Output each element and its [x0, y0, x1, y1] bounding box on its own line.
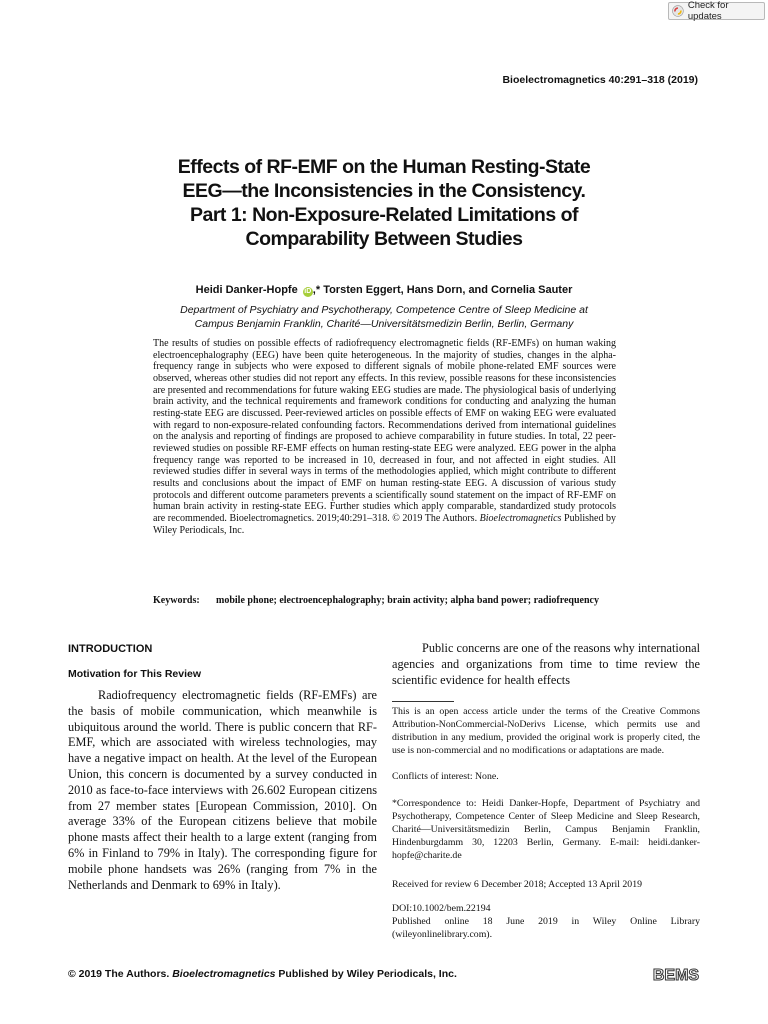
footer-journal: Bioelectromagnetics [172, 968, 276, 980]
title-line: Effects of RF-EMF on the Human Resting-State [177, 156, 591, 178]
bems-logo-text: BEMS [652, 967, 700, 984]
footer-suffix: Published by Wiley Periodicals, Inc. [275, 968, 457, 980]
keywords-text: mobile phone; electroencephalography; brain activity; alpha band power; radiofrequency [216, 595, 599, 606]
title-line: Comparability Between Studies [245, 228, 523, 250]
bems-logo [650, 962, 702, 986]
author-mark: ,* [312, 284, 321, 296]
published-line: Published online 18 June 2019 in Wiley Online Library (wileyonlinelibrary.com). [392, 916, 700, 940]
affiliation-line: Department of Psychiatry and Psychotherapy, Competence Centre of Sleep Medicine at [180, 304, 588, 316]
article-title [140, 155, 628, 251]
check-for-updates-label: Check for updates [687, 0, 729, 22]
received-note: Received for review 6 December 2018; Accepted 13 April 2019 [392, 879, 643, 890]
subsection-heading-motivation: Motivation for This Review [68, 668, 202, 680]
orcid-icon[interactable]: iD [304, 288, 312, 295]
conflicts-note: Conflicts of interest: None. [392, 771, 499, 782]
body-paragraph-left: Radiofrequency electromagnetic fields (RF-EMFs) are the basis of mobile communication, which meanwhile is ubiquitous around the world. There is public concern that RF-EMF, which are associated with wireless technologies, may have a negative impact on health. At the level of the European Union, this concern is documented by a survey conducted in 2010 as face-to-face interviews with 26.602 European citizens from 27 member states [European Commission, 2010]. On average 33% of the European citizens believe that mobile phone masts affect their health to a large extent (ranging from 6% in Finland to 79% in Italy). The corresponding figure for mobile phone handsets was 26% (ranging from 7% in the Netherlands and Denmark to 69% in Italy). [68, 688, 377, 892]
abstract-journal: Bioelectromagnetics [479, 512, 562, 524]
keywords-label: Keywords: [153, 595, 200, 606]
open-access-note: This is an open access article under the terms of the Creative Commons Attribution-NonCommercial-NoDerivs License, which permits use and distribution in any medium, provided the original work is properly cited, the use is non-commercial and no modifications or adaptations are made. [392, 706, 700, 756]
abstract-body: The results of studies on possible effects of radiofrequency electromagnetic fields (RF-EMFs) on human waking electroencephalography (EEG) have been quite heterogeneous. In the majority of studies, changes in the alpha-frequency range in subjects who were exposed to different signals of mobile phone-related EMF sources were observed, whereas other studies did not report any effects. In this review, possible reasons for these inconsistencies are presented and recommendations for future waking EEG studies are made. The physiological basis of underlying brain activity, and the technical requirements and framework conditions for conducting and analyzing the human resting-state EEG are discussed. Peer-reviewed articles on possible effects of EMF on waking EEG were evaluated with regard to non-exposure-related confounding factors. Recommendations derived from international guidelines on the analysis and reporting of findings are proposed to achieve comparability in future studies. In total, 22 peer-reviewed studies on possible RF-EMF effects on human resting-state EEG were analyzed. EEG power in the alpha frequency range was reported to be increased in 10, decreased in four, and not affected in eight studies. All reviewed studies differ in several ways in terms of the methodologies applied, which might contribute to different results and conclusions about the impact of EMF on human resting-state EEG. A discussion of various study protocols and different outcome parameters prevents a scientifically sound statement on the impact of RF-EMF on human brain activity in resting-state EEG. Further studies which apply comparable, standardized study protocols are recommended. Bioelectromagnetics. 2019;40:291–318. © 2019 The Authors. [153, 338, 617, 524]
section-heading-introduction: INTRODUCTION [68, 643, 153, 655]
journal-citation: Bioelectromagnetics 40:291–318 (2019) [502, 74, 698, 86]
author-name: Heidi Danker-Hopfe [195, 284, 298, 296]
title-line: EEG—the Inconsistencies in the Consistency. [182, 180, 586, 202]
doi-block [392, 902, 700, 941]
author-names-rest: Torsten Eggert, Hans Dorn, and Cornelia Sauter [323, 284, 573, 296]
author-list [120, 284, 648, 297]
keywords [153, 595, 616, 608]
footer-prefix: © 2019 The Authors. [68, 968, 173, 980]
copyright-footer [68, 968, 457, 980]
abstract [153, 338, 616, 536]
check-for-updates-button[interactable] [668, 2, 765, 20]
footnote-divider [392, 701, 454, 702]
update-badge-icon [672, 5, 684, 17]
doi-line: DOI:10.1002/bem.22194 [392, 903, 491, 914]
correspondence-note: *Correspondence to: Heidi Danker-Hopfe, Department of Psychiatry and Psychotherapy, Competence Center of Sleep Medicine and Sleep Research, Charité—Universitätsmedizin Berlin, Campus Benjamin Franklin, Hindenburgdamm 30, 12203 Berlin, Germany. E-mail: heidi.danker-hopfe@charite.de [392, 798, 700, 861]
title-line: Part 1: Non-Exposure-Related Limitations of [189, 204, 579, 226]
affiliation-line: Campus Benjamin Franklin, Charité—Universitätsmedizin Berlin, Berlin, Germany [194, 318, 574, 330]
affiliation [120, 303, 648, 331]
abstract-tail: Published by Wiley Periodicals, Inc. [153, 512, 616, 536]
body-paragraph-right: Public concerns are one of the reasons why international agencies and organizations from time to time review the scientific evidence for health effects [392, 641, 700, 687]
